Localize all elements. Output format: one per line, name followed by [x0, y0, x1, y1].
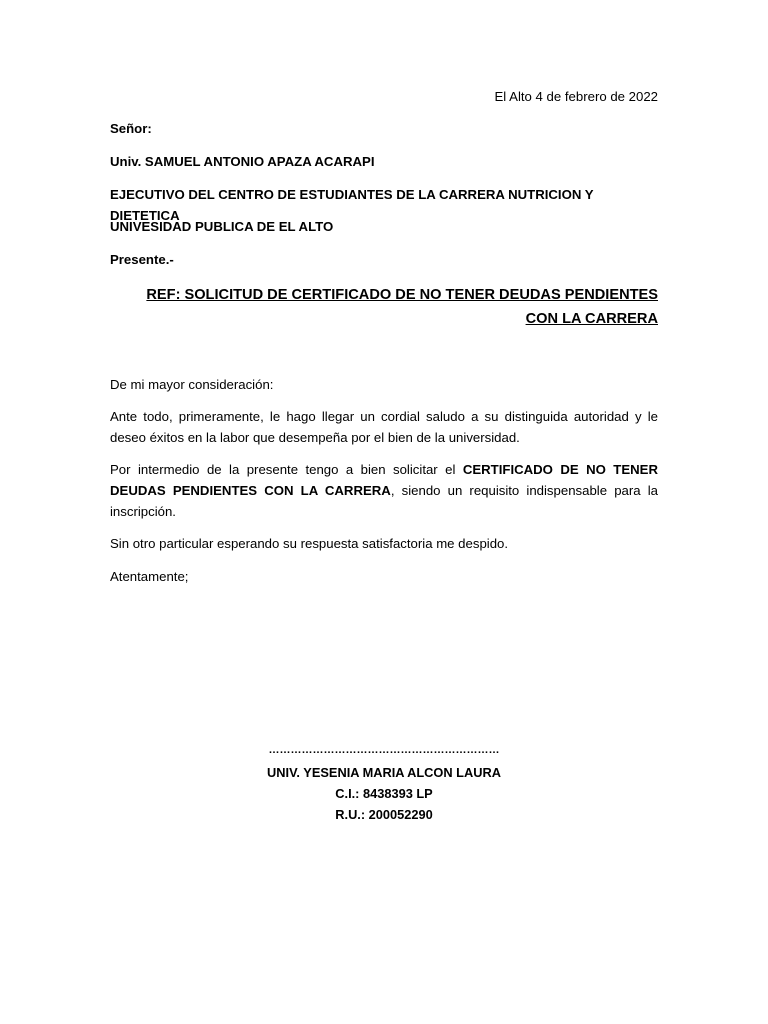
date-line: El Alto 4 de febrero de 2022 — [494, 89, 658, 104]
presente-line: Presente.- — [110, 252, 174, 267]
salutation: Señor: — [110, 121, 152, 136]
signer-name: UNIV. YESENIA MARIA ALCON LAURA — [267, 764, 501, 780]
addressee-position: EJECUTIVO DEL CENTRO DE ESTUDIANTES DE LA CARRERA NUTRICION Y DIETETICA — [110, 187, 594, 223]
reference-heading — [110, 283, 658, 331]
paragraph-2-bold: CERTIFICADO DE NO TENER DEUDAS PENDIENTES CON LA CARRERA — [110, 462, 659, 498]
signature-line: ……………………………………………………… — [268, 744, 500, 756]
paragraph-2-pre: Por intermedio de la presente tengo a bien solicitar el — [110, 462, 463, 477]
signer-ru: R.U.: 200052290 — [335, 806, 433, 822]
paragraph-2-post: , siendo un requisito indispensable para la inscripción. — [110, 483, 658, 519]
addressee-name: Univ. SAMUEL ANTONIO APAZA ACARAPI — [110, 154, 375, 169]
addressee-institution: UNIVESIDAD PUBLICA DE EL ALTO — [110, 219, 334, 234]
paragraph-1: Ante todo, primeramente, le hago llegar un cordial saludo a su distinguida autoridad y le deseo éxitos en la labor que desempeña por el bien de la universidad. — [110, 409, 658, 445]
reference-line-1: REF: SOLICITUD DE CERTIFICADO DE NO TENER DEUDAS PENDIENTES — [146, 287, 658, 303]
greeting: De mi mayor consideración: — [110, 377, 274, 392]
paragraph-2 — [110, 459, 658, 522]
farewell: Atentamente; — [110, 569, 189, 584]
signer-ci: C.I.: 8438393 LP — [335, 785, 433, 801]
letter-page — [110, 0, 658, 1024]
closing-line: Sin otro particular esperando su respuesta satisfactoria me despido. — [110, 536, 509, 551]
reference-line-2: CON LA CARRERA — [525, 311, 658, 327]
